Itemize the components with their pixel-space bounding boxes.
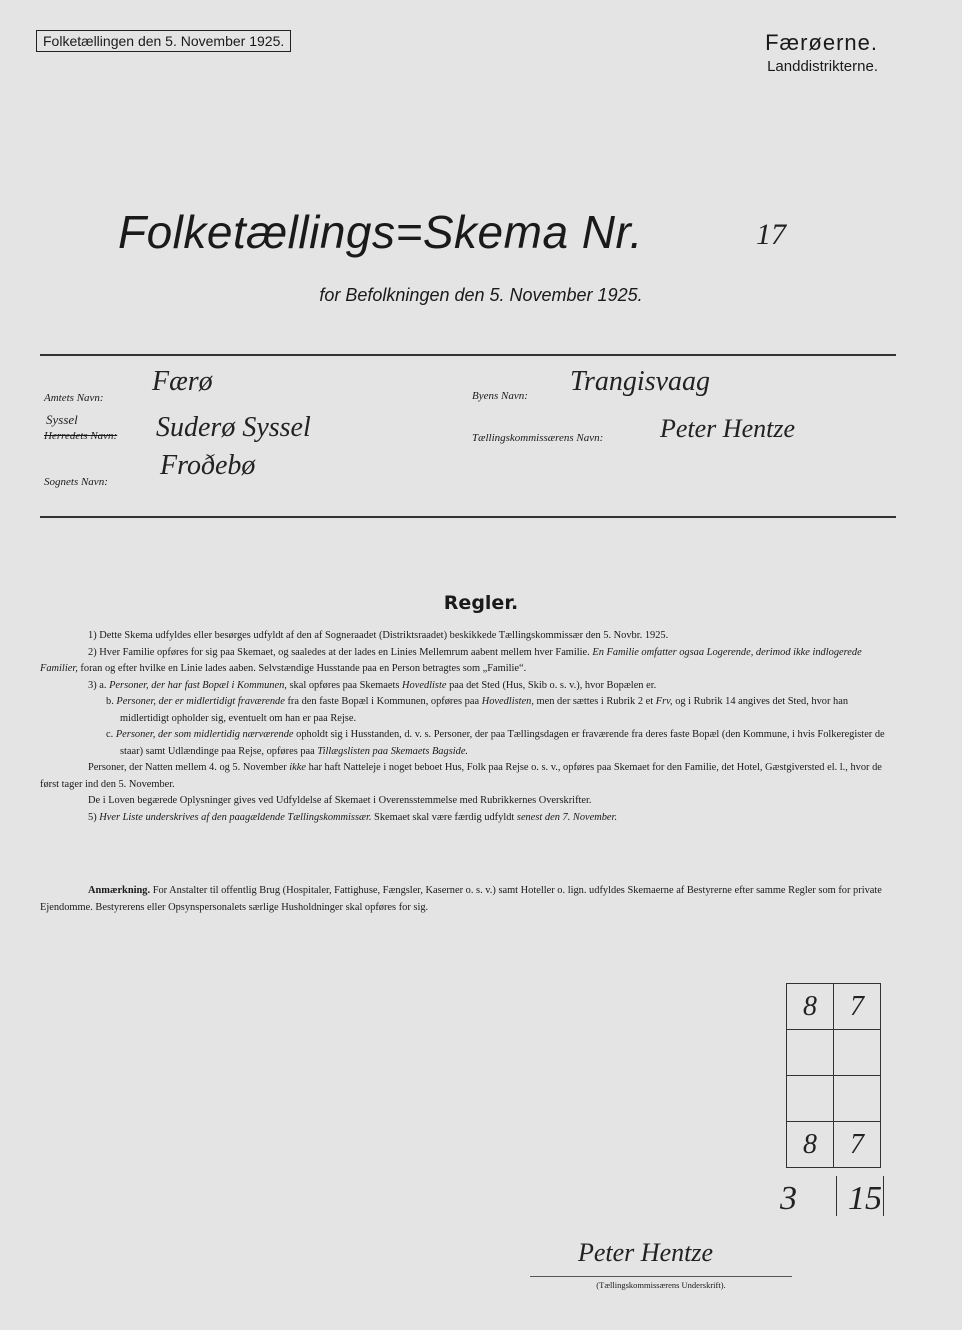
tally-row xyxy=(787,1076,881,1122)
rule-3b-g: og i Rubrik 14 angives det Sted, hvor han midlertidigt opholder sig, eventuelt om han er paa Rejse. xyxy=(120,696,849,724)
rule-3b-c: fra den faste Bopæl i Kommunen, opføres paa xyxy=(287,696,480,707)
tally-cell xyxy=(834,1076,881,1122)
remark-label: Anmærkning. xyxy=(88,885,151,896)
herred-value: Suderø Syssel xyxy=(156,412,311,443)
tally-cell xyxy=(787,1076,834,1122)
rule-3d xyxy=(40,760,898,793)
rule-3b xyxy=(40,694,898,727)
herred-label-text: Herredets Navn: xyxy=(44,430,118,442)
herred-correction: Syssel xyxy=(46,412,78,427)
rule-3c xyxy=(40,727,898,760)
rule-3b-e: men der sættes i Rubrik 2 et xyxy=(536,696,654,707)
signature-caption: (Tællingskommissærens Underskrift). xyxy=(596,1280,726,1290)
rule-5-d: senest den 7. November. xyxy=(516,811,618,823)
tally-cell xyxy=(834,1030,881,1076)
rule-5-b: Hver Liste underskrives af den paagældende Tællingskommissær. xyxy=(99,811,372,823)
tally-extra-left: 3 xyxy=(780,1180,797,1217)
amt-label: Amtets Navn: xyxy=(44,392,104,404)
rule-3d-c: har haft Natteleje i noget beboet Hus, Folk paa Rejse o. s. v., opføres paa Skemaet for den Familie, det Hotel, Gæstgiversted el. l., hvor de først tager ind den 5. November. xyxy=(40,762,882,790)
amt-value: Færø xyxy=(152,366,213,397)
tally-cell: 7 xyxy=(834,984,881,1030)
rule-3c-b: Personer, der som midlertidig nærværende xyxy=(115,729,294,740)
census-title: Folketællingen den 5. November 1925. xyxy=(43,33,285,49)
rule-3c-c: opholdt sig i Husstanden, d. v. s. Personer, der paa Tællingsdagen er fraværende fra deres faste Bopæl (den Kommune, i hvis Folkeregister de staar) samt Udlændinge paa Rejse, opføres paa xyxy=(120,729,885,757)
tally-row xyxy=(787,1122,881,1168)
sogn-label: Sognets Navn: xyxy=(44,476,108,488)
rule-3b-d: Hovedlisten, xyxy=(481,696,534,707)
rule-5-a: 5) xyxy=(88,811,97,823)
rule-3a-c: skal opføres paa Skemaets xyxy=(289,679,400,691)
tally-grid xyxy=(786,983,881,1168)
rule-3b-a: b. xyxy=(106,696,114,707)
form-title: Folketællings=Skema Nr. xyxy=(118,206,643,258)
rule-3a-a: 3) a. xyxy=(88,679,107,691)
remark-text: For Anstalter til offentlig Brug (Hospitaler, Fattighuse, Fængsler, Kaserner o. s. v.) samt Hoteller o. lign. udfyldes Skemaerne af Bestyrerne efter samme Regler som for private Ejendomme. Bestyrerens eller Opsynspersonalets særlige Husholdninger skal opføres for sig. xyxy=(40,885,882,913)
rule-3c-a: c. xyxy=(106,729,114,740)
rule-3d-b: ikke xyxy=(289,762,307,773)
rules-heading: Regler. xyxy=(443,592,519,614)
region-name: Færøerne. xyxy=(765,30,878,55)
sogn-value: Froðebø xyxy=(160,450,256,481)
rule-2-b: En Familie omfatter ogsaa Logerende, derimod ikke indlogerede Familier, xyxy=(40,646,862,674)
form-number: 17 xyxy=(756,218,786,251)
rule-3a xyxy=(40,678,898,695)
remark xyxy=(40,882,898,916)
rule-3d-a: Personer, der Natten mellem 4. og 5. November xyxy=(88,762,287,773)
tally-row xyxy=(787,1030,881,1076)
tally-cell xyxy=(787,1030,834,1076)
rule-3b-f: Frv, xyxy=(655,696,673,707)
tally-extra-bracket xyxy=(836,1176,884,1216)
signature: Peter Hentze xyxy=(578,1238,714,1267)
rule-4: De i Loven begærede Oplysninger gives ved Udfyldelse af Skemaet i Overensstemmelse med Rubrikkernes Overskrifter. xyxy=(88,795,592,806)
tally-extra-right: 15 xyxy=(848,1180,882,1217)
region-header xyxy=(765,30,878,75)
district-type: Landdistrikterne. xyxy=(767,58,878,75)
rule-3c-d: Tillægslisten paa Skemaets Bagside. xyxy=(317,745,469,757)
rule-5 xyxy=(40,810,898,827)
rule-1: 1) Dette Skema udfyldes eller besørges udfyldt af den af Sogneraadet (Distriktsraadet) beskikkede Tællingskommissær den 5. Novbr. 1925. xyxy=(88,630,669,641)
by-label: Byens Navn: xyxy=(472,390,528,402)
tally-cell: 8 xyxy=(787,1122,834,1168)
bottom-rule xyxy=(40,516,896,518)
top-rule xyxy=(40,354,896,356)
rule-2-c: foran og efter hvilke en Linie lades aaben. Selvstændige Husstande paa en Person betragtes som „Familie“. xyxy=(80,663,527,674)
herred-label xyxy=(44,430,117,442)
kommissaer-value: Peter Hentze xyxy=(660,414,796,443)
form-subtitle: for Befolkningen den 5. November 1925. xyxy=(319,285,643,305)
signature-line xyxy=(530,1276,792,1277)
rule-2 xyxy=(40,645,898,678)
census-title-box xyxy=(36,30,291,52)
by-value: Trangisvaag xyxy=(570,366,711,397)
kommissaer-label: Tællingskommissærens Navn: xyxy=(472,432,604,444)
tally-cell: 8 xyxy=(787,984,834,1030)
rule-3a-b: Personer, der har fast Bopæl i Kommunen, xyxy=(109,679,287,691)
rules-body xyxy=(40,628,898,826)
rule-3b-b: Personer, der er midlertidigt fraværende xyxy=(116,696,285,707)
rule-5-c: Skemaet skal være færdig udfyldt xyxy=(374,811,515,823)
rule-3a-d: Hovedliste xyxy=(402,679,447,691)
tally-row xyxy=(787,984,881,1030)
rule-3a-e: paa det Sted (Hus, Skib o. s. v.), hvor Bopælen er. xyxy=(449,679,657,691)
tally-cell: 7 xyxy=(834,1122,881,1168)
rule-2-a: 2) Hver Familie opføres for sig paa Skemaet, og saaledes at der lades en Linies Mellemrum aabent mellem hver Familie. xyxy=(88,646,590,658)
